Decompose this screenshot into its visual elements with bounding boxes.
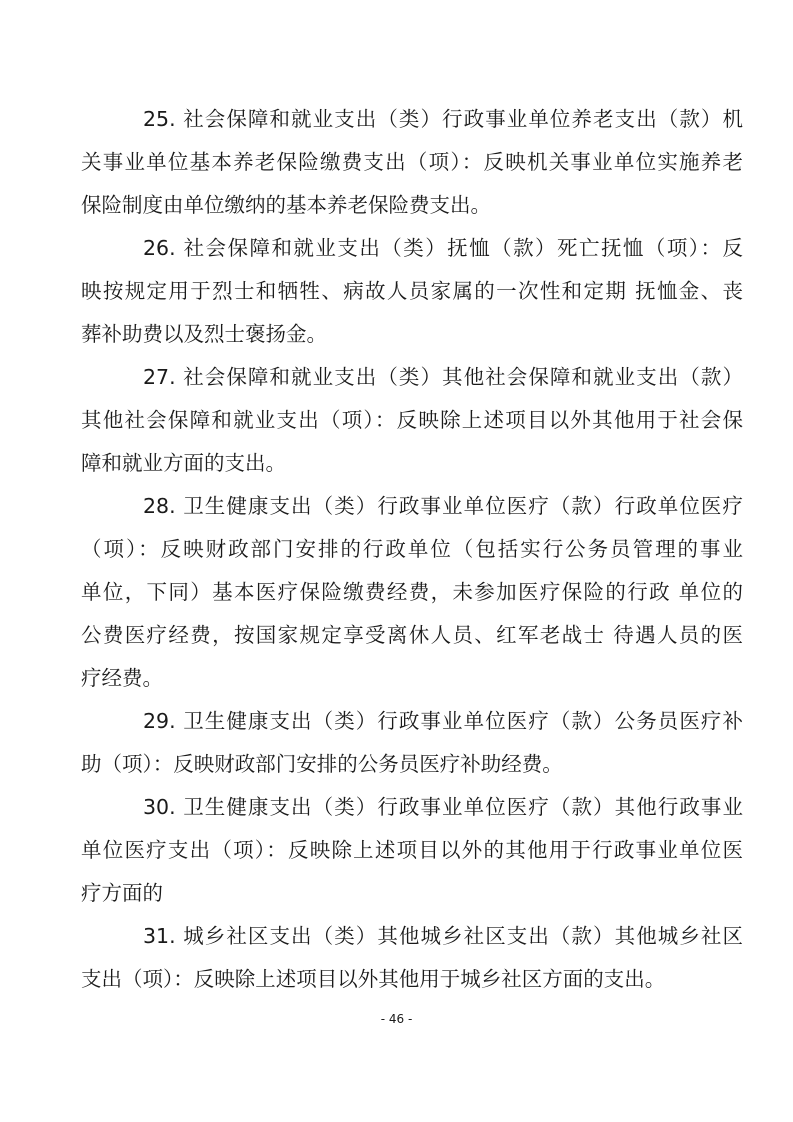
document-body — [81, 98, 743, 1001]
text-line: 单位医疗支出（项）：反映除上述项目以外的其他用于行政事业单位医 — [81, 838, 743, 862]
text-line: 关事业单位基本养老保险缴费支出（项）：反映机关事业单位实施养老 — [81, 150, 743, 174]
text-line: 27. 社会保障和就业支出（类）其他社会保障和就业支出（款） — [143, 365, 743, 389]
text-line: 29. 卫生健康支出（类）行政事业单位医疗（款）公务员医疗补 — [143, 709, 743, 733]
paragraph — [81, 786, 743, 915]
text-line: 其他社会保障和就业支出（项）：反映除上述项目以外其他用于社会保 — [81, 408, 743, 432]
text-line: 葬补助费以及烈士褒扬金。 — [81, 322, 327, 346]
text-line: 25. 社会保障和就业支出（类）行政事业单位养老支出（款）机 — [143, 107, 743, 131]
paragraph — [81, 356, 743, 485]
paragraph — [81, 485, 743, 700]
text-line: 映按规定用于烈士和牺牲、病故人员家属的一次性和定期 抚恤金、丧 — [81, 279, 743, 303]
text-line: 保险制度由单位缴纳的基本养老保险费支出。 — [81, 193, 491, 217]
text-line: 疗方面的 — [81, 881, 163, 905]
paragraph — [81, 227, 743, 356]
text-line: 31. 城乡社区支出（类）其他城乡社区支出（款）其他城乡社区 — [143, 924, 743, 948]
text-line: 单位，下同）基本医疗保险缴费经费，未参加医疗保险的行政 单位的 — [81, 580, 743, 604]
paragraph — [81, 915, 743, 1001]
text-line: 30. 卫生健康支出（类）行政事业单位医疗（款）其他行政事业 — [143, 795, 743, 819]
text-line: 障和就业方面的支出。 — [81, 451, 286, 475]
paragraph — [81, 98, 743, 227]
text-line: 26. 社会保障和就业支出（类）抚恤（款）死亡抚恤（项）：反 — [143, 236, 743, 260]
text-line: 支出（项）：反映除上述项目以外其他用于城乡社区方面的支出。 — [81, 967, 666, 991]
text-line: 28. 卫生健康支出（类）行政事业单位医疗（款）行政单位医疗 — [143, 494, 743, 518]
paragraph — [81, 700, 743, 786]
text-line: 助（项）：反映财政部门安排的公务员医疗补助经费。 — [81, 752, 563, 776]
text-line: （项）：反映财政部门安排的行政单位（包括实行公务员管理的事业 — [81, 537, 743, 561]
text-line: 疗经费。 — [81, 666, 163, 690]
text-line: 公费医疗经费，按国家规定享受离休人员、红军老战士 待遇人员的医 — [81, 623, 743, 647]
page-number: - 46 - — [380, 1012, 413, 1026]
